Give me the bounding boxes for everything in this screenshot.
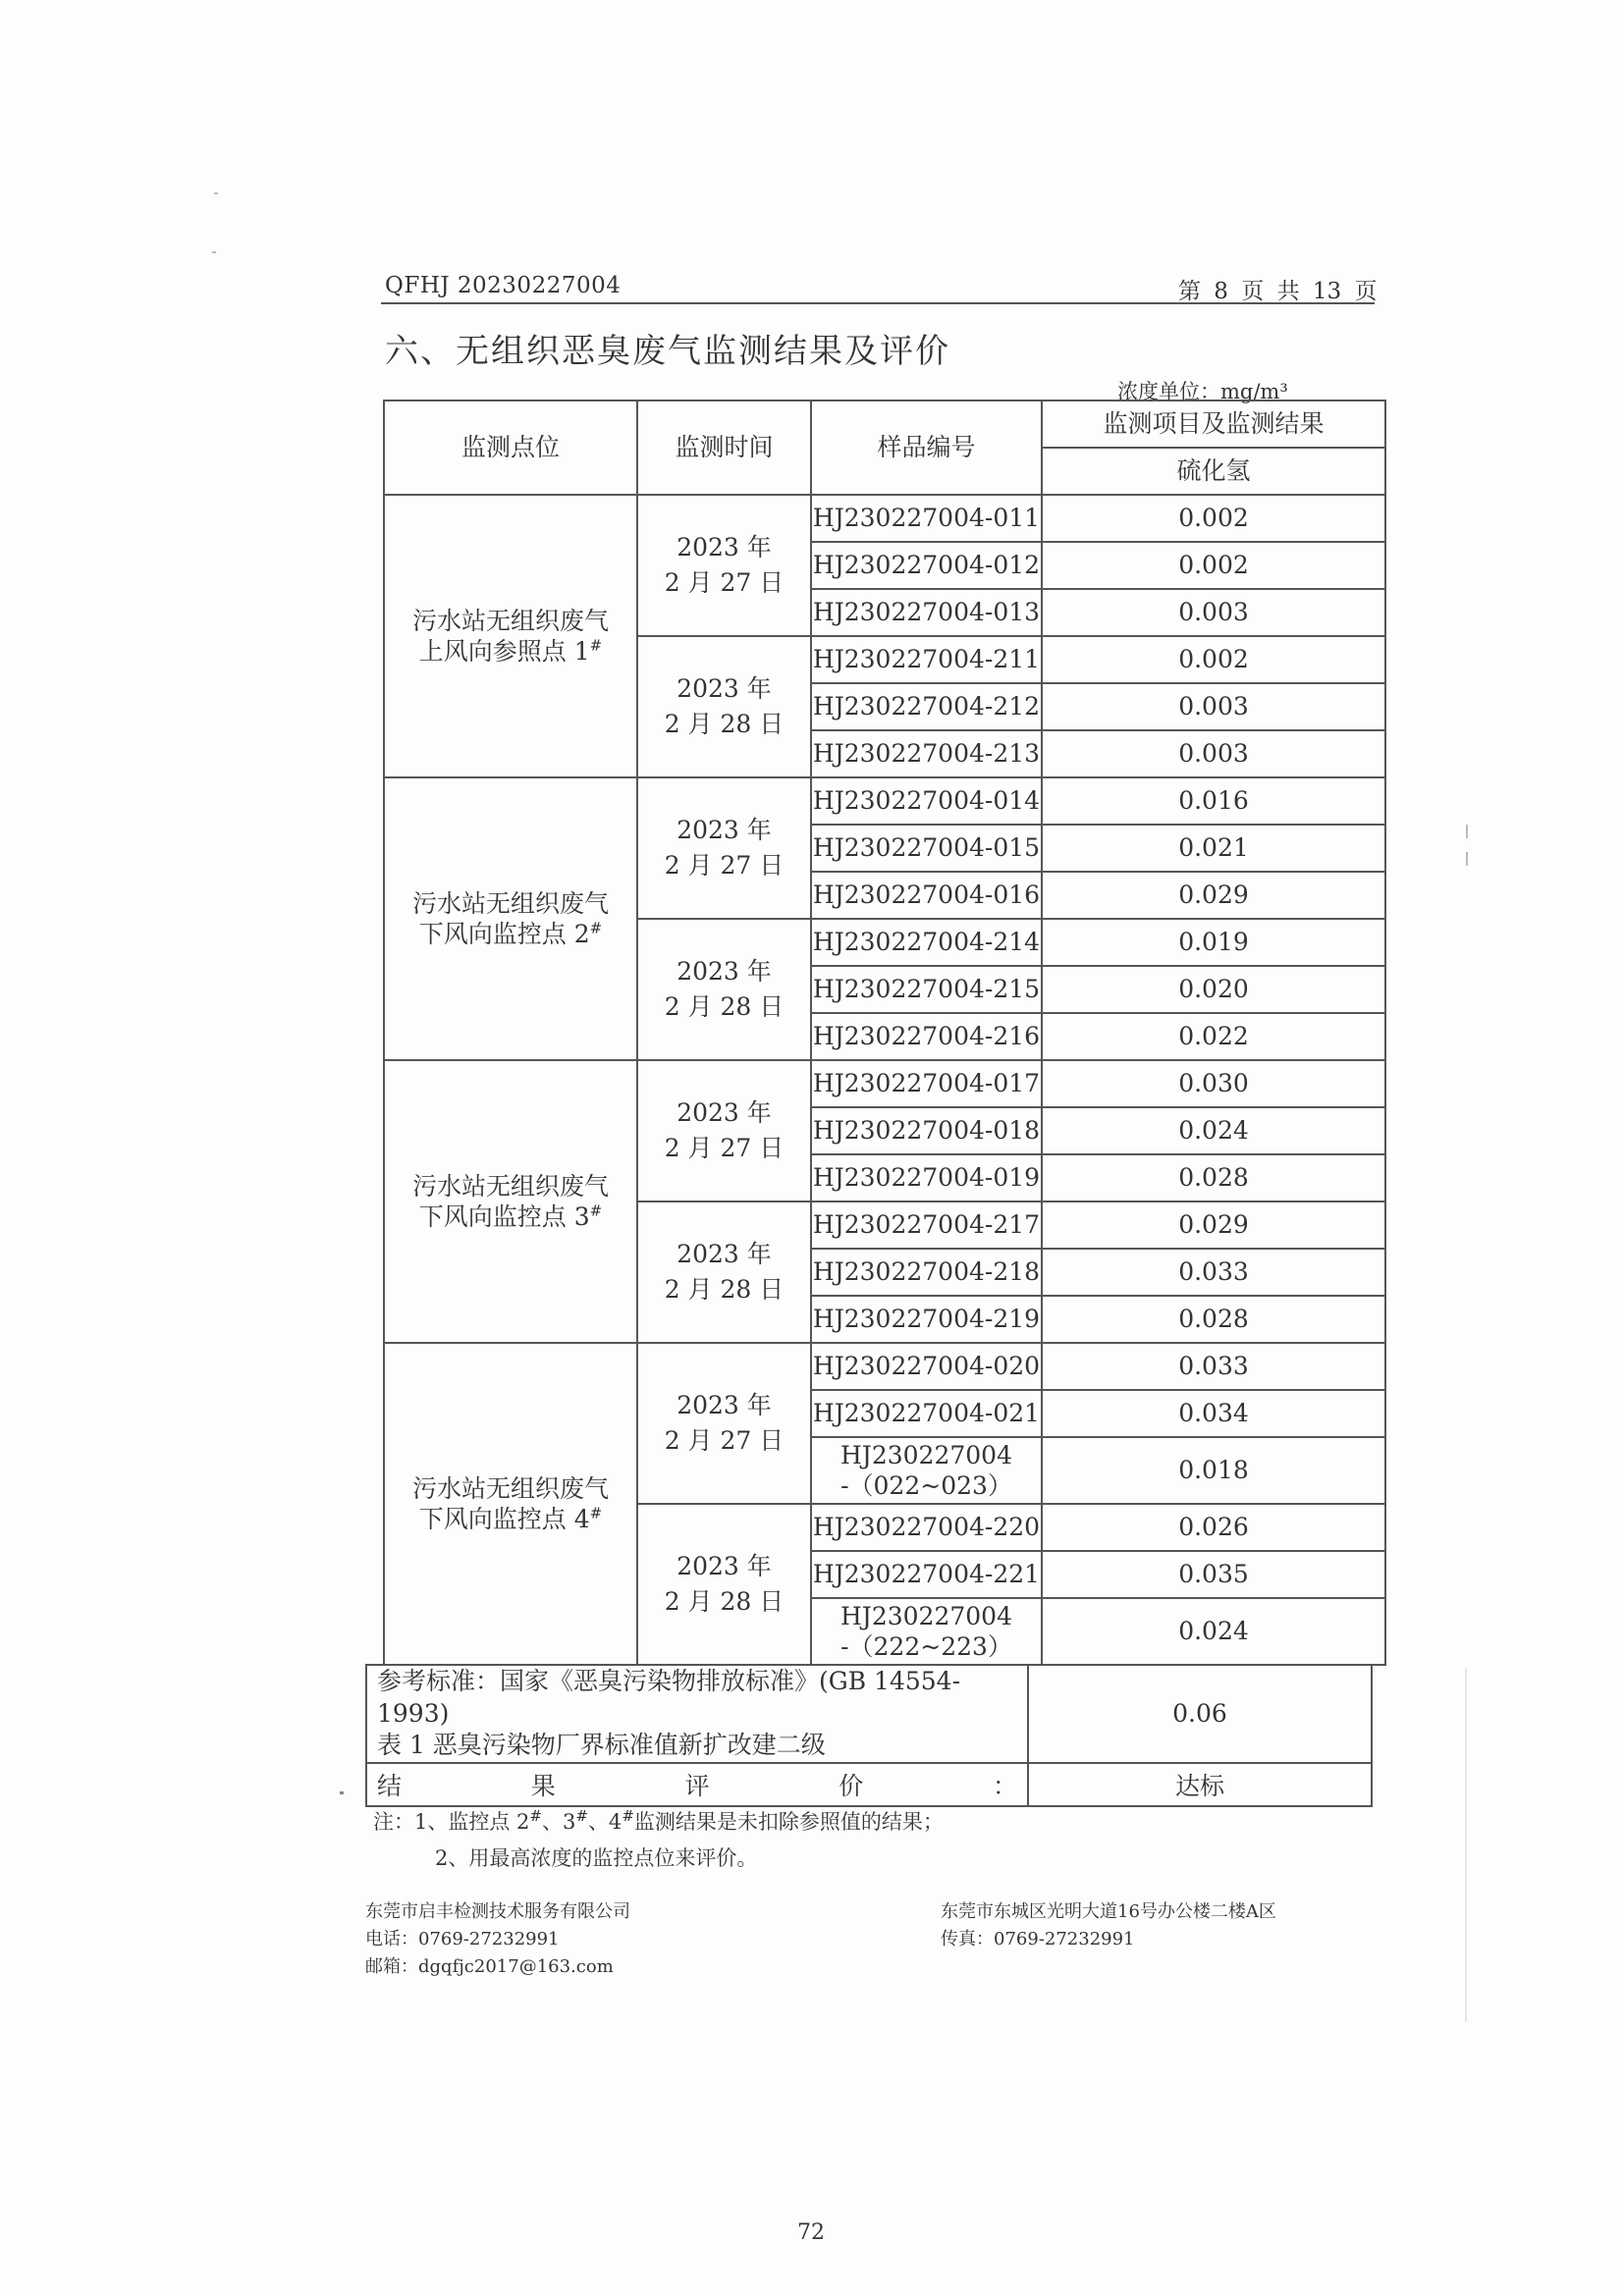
conclusion-char: 果 bbox=[530, 1771, 556, 1800]
date-cell bbox=[637, 1060, 811, 1201]
date-day: 2 月 27 日 bbox=[664, 568, 785, 597]
sample-id-cell: HJ230227004-021 bbox=[811, 1390, 1042, 1437]
sample-id-cell: HJ230227004-215 bbox=[811, 966, 1042, 1013]
location-line1: 污水站无组织废气 bbox=[411, 1171, 609, 1201]
result-value-cell: 0.028 bbox=[1042, 1154, 1385, 1201]
address-info bbox=[941, 1898, 1276, 1953]
section-title: 六、无组织恶臭废气监测结果及评价 bbox=[385, 332, 950, 371]
result-value-cell: 0.018 bbox=[1042, 1437, 1385, 1504]
notes bbox=[373, 1804, 944, 1877]
result-value-cell: 0.026 bbox=[1042, 1504, 1385, 1551]
header-location: 监测点位 bbox=[384, 400, 637, 495]
result-value-cell: 0.034 bbox=[1042, 1390, 1385, 1437]
sample-id-cell: HJ230227004-015 bbox=[811, 825, 1042, 872]
scan-speck bbox=[340, 1791, 344, 1794]
date-day: 2 月 27 日 bbox=[664, 1134, 785, 1162]
result-value-cell: 0.022 bbox=[1042, 1013, 1385, 1060]
conclusion-char: 价 bbox=[839, 1771, 864, 1800]
company-info bbox=[365, 1898, 630, 1981]
report-number: QFHJ 20230227004 bbox=[385, 273, 622, 298]
results-table bbox=[383, 400, 1386, 1666]
date-year: 2023 年 bbox=[677, 956, 772, 986]
date-cell bbox=[637, 1201, 811, 1343]
sample-id: HJ230227004 bbox=[840, 1601, 1012, 1630]
date-day: 2 月 27 日 bbox=[664, 1426, 785, 1455]
conclusion-value: 达标 bbox=[1028, 1763, 1372, 1806]
date-cell bbox=[637, 636, 811, 777]
sample-id-cell: HJ230227004-217 bbox=[811, 1201, 1042, 1249]
date-year: 2023 年 bbox=[677, 815, 772, 844]
company-address: 东莞市东城区光明大道16号办公楼二楼A区 bbox=[941, 1901, 1276, 1922]
table-row bbox=[384, 495, 1385, 542]
date-cell bbox=[637, 495, 811, 636]
sample-id-cell: HJ230227004-014 bbox=[811, 777, 1042, 825]
result-value-cell: 0.021 bbox=[1042, 825, 1385, 872]
sample-id-cell: HJ230227004-219 bbox=[811, 1296, 1042, 1343]
location-cell bbox=[384, 1060, 637, 1343]
sample-id-cell bbox=[811, 1437, 1042, 1504]
location-line2: 下风向监控点 2# bbox=[418, 919, 603, 948]
date-day: 2 月 28 日 bbox=[664, 1275, 785, 1304]
location-line1: 污水站无组织废气 bbox=[411, 888, 609, 918]
sample-id: HJ230227004 bbox=[840, 1440, 1012, 1469]
company-phone: 电话：0769-27232991 bbox=[365, 1928, 560, 1949]
scan-edge bbox=[1465, 1669, 1467, 2022]
note-1: 注：1、监控点 2#、3#、4#监测结果是未扣除参照值的结果； bbox=[373, 1807, 944, 1834]
location-line2: 下风向监控点 3# bbox=[418, 1201, 603, 1231]
conclusion-char: 结 bbox=[377, 1771, 403, 1800]
location-cell bbox=[384, 495, 637, 777]
table-row bbox=[384, 1343, 1385, 1390]
date-day: 2 月 28 日 bbox=[664, 992, 785, 1021]
table-row bbox=[384, 1060, 1385, 1107]
date-cell bbox=[637, 1343, 811, 1504]
sample-id-cell: HJ230227004-214 bbox=[811, 919, 1042, 966]
date-year: 2023 年 bbox=[677, 1239, 772, 1268]
result-value-cell: 0.020 bbox=[1042, 966, 1385, 1013]
conclusion-char: 评 bbox=[684, 1771, 710, 1800]
result-value-cell: 0.030 bbox=[1042, 1060, 1385, 1107]
conclusion-label bbox=[366, 1763, 1028, 1806]
date-year: 2023 年 bbox=[677, 1390, 772, 1419]
scan-speck bbox=[214, 192, 218, 194]
sample-id-cell: HJ230227004-017 bbox=[811, 1060, 1042, 1107]
result-value-cell: 0.024 bbox=[1042, 1107, 1385, 1154]
location-cell bbox=[384, 777, 637, 1060]
sample-id-cell: HJ230227004-018 bbox=[811, 1107, 1042, 1154]
result-value-cell: 0.035 bbox=[1042, 1551, 1385, 1598]
note-2: 2、用最高浓度的监控点位来评价。 bbox=[435, 1845, 758, 1870]
date-cell bbox=[637, 1504, 811, 1665]
location-cell bbox=[384, 1343, 637, 1665]
sample-id-range: -（222~223） bbox=[840, 1632, 1012, 1661]
sample-id-cell: HJ230227004-218 bbox=[811, 1249, 1042, 1296]
header-time: 监测时间 bbox=[637, 400, 811, 495]
result-value-cell: 0.003 bbox=[1042, 683, 1385, 730]
result-value-cell: 0.003 bbox=[1042, 589, 1385, 636]
reference-line1: 参考标准：国家《恶臭污染物排放标准》(GB 14554-1993) bbox=[377, 1667, 961, 1728]
result-value-cell: 0.019 bbox=[1042, 919, 1385, 966]
date-day: 2 月 28 日 bbox=[664, 710, 785, 738]
result-value-cell: 0.016 bbox=[1042, 777, 1385, 825]
result-value-cell: 0.028 bbox=[1042, 1296, 1385, 1343]
location-line2: 上风向参照点 1# bbox=[418, 636, 603, 666]
result-value-cell: 0.029 bbox=[1042, 872, 1385, 919]
location-line1: 污水站无组织废气 bbox=[411, 1473, 609, 1503]
date-day: 2 月 27 日 bbox=[664, 851, 785, 880]
sample-id-cell: HJ230227004-019 bbox=[811, 1154, 1042, 1201]
scan-speck bbox=[212, 251, 216, 253]
header-sample: 样品编号 bbox=[811, 400, 1042, 495]
company-name: 东莞市启丰检测技术服务有限公司 bbox=[365, 1901, 630, 1922]
page-number: 72 bbox=[797, 2220, 825, 2245]
header-result-group: 监测项目及监测结果 bbox=[1042, 400, 1385, 448]
reference-value: 0.06 bbox=[1028, 1665, 1372, 1763]
sample-id-range: -（022~023） bbox=[840, 1471, 1012, 1500]
table-row bbox=[384, 777, 1385, 825]
result-value-cell: 0.033 bbox=[1042, 1343, 1385, 1390]
header-divider bbox=[381, 302, 1375, 304]
result-value-cell: 0.002 bbox=[1042, 636, 1385, 683]
sample-id-cell: HJ230227004-220 bbox=[811, 1504, 1042, 1551]
sample-id-cell bbox=[811, 1598, 1042, 1665]
sample-id-cell: HJ230227004-216 bbox=[811, 1013, 1042, 1060]
evaluation-table bbox=[365, 1664, 1373, 1807]
date-year: 2023 年 bbox=[677, 1551, 772, 1580]
sample-id-cell: HJ230227004-211 bbox=[811, 636, 1042, 683]
date-year: 2023 年 bbox=[677, 673, 772, 703]
result-value-cell: 0.002 bbox=[1042, 542, 1385, 589]
page-info: 第 8 页 共 13 页 bbox=[1178, 279, 1378, 304]
conclusion-char: ： bbox=[992, 1771, 1017, 1800]
sample-id-cell: HJ230227004-016 bbox=[811, 872, 1042, 919]
date-cell bbox=[637, 777, 811, 919]
sample-id-cell: HJ230227004-011 bbox=[811, 495, 1042, 542]
date-day: 2 月 28 日 bbox=[664, 1587, 785, 1616]
sample-id-cell: HJ230227004-221 bbox=[811, 1551, 1042, 1598]
conclusion-chars bbox=[377, 1767, 1017, 1802]
result-value-cell: 0.024 bbox=[1042, 1598, 1385, 1665]
date-year: 2023 年 bbox=[677, 1097, 772, 1127]
sample-id-cell: HJ230227004-013 bbox=[811, 589, 1042, 636]
date-cell bbox=[637, 919, 811, 1060]
result-value-cell: 0.003 bbox=[1042, 730, 1385, 777]
company-email: 邮箱：dgqfjc2017@163.com bbox=[365, 1955, 614, 1977]
result-value-cell: 0.029 bbox=[1042, 1201, 1385, 1249]
reference-standard bbox=[366, 1665, 1028, 1763]
sample-id-cell: HJ230227004-012 bbox=[811, 542, 1042, 589]
date-year: 2023 年 bbox=[677, 532, 772, 561]
scan-speck bbox=[1466, 852, 1468, 866]
sample-id-cell: HJ230227004-212 bbox=[811, 683, 1042, 730]
result-value-cell: 0.002 bbox=[1042, 495, 1385, 542]
location-line1: 污水站无组织废气 bbox=[411, 606, 609, 635]
result-value-cell: 0.033 bbox=[1042, 1249, 1385, 1296]
sample-id-cell: HJ230227004-213 bbox=[811, 730, 1042, 777]
scan-speck bbox=[1466, 825, 1468, 838]
location-line2: 下风向监控点 4# bbox=[418, 1504, 603, 1533]
unit-label: 浓度单位：mg/m³ bbox=[1117, 380, 1288, 403]
reference-line2: 表 1 恶臭污染物厂界标准值新扩改建二级 bbox=[377, 1731, 826, 1759]
sample-id-cell: HJ230227004-020 bbox=[811, 1343, 1042, 1390]
company-fax: 传真：0769-27232991 bbox=[941, 1928, 1135, 1949]
header-item: 硫化氢 bbox=[1042, 448, 1385, 495]
